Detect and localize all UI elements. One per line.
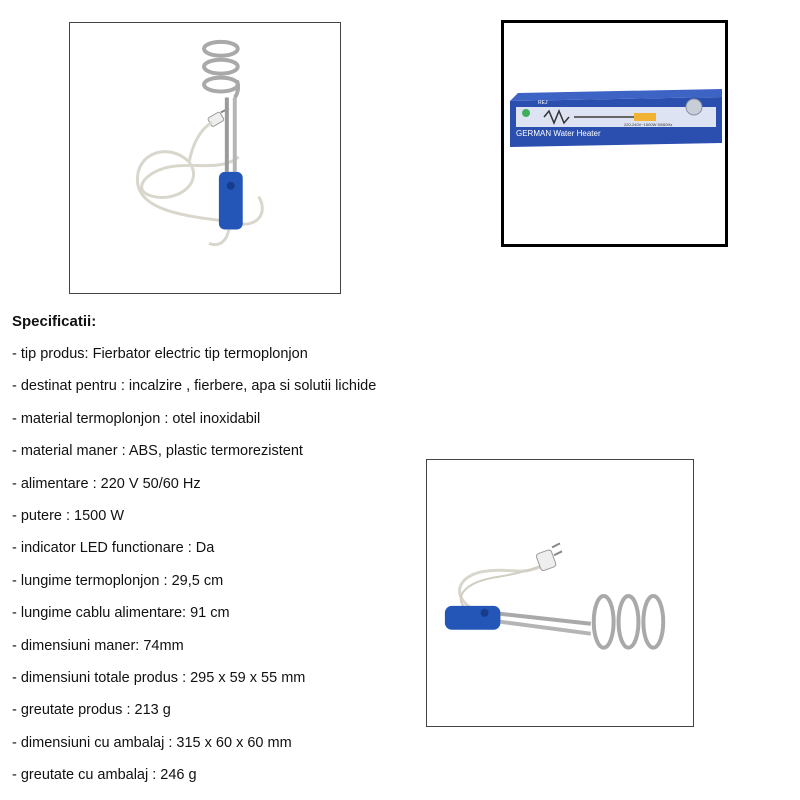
box-text: GERMAN Water Heater	[516, 129, 601, 138]
spec-item: - dimensiuni maner: 74mm	[12, 637, 184, 654]
immersion-heater-horizontal-image	[427, 460, 693, 726]
spec-item: - greutate cu ambalaj : 246 g	[12, 767, 197, 784]
product-packaging-photo	[501, 20, 728, 247]
specifications-list	[12, 345, 376, 798]
spec-item: - material maner : ABS, plastic termorezistent	[12, 443, 303, 460]
spec-item: - tip produs: Fierbator electric tip termoplonjon	[12, 346, 308, 362]
product-photo-horizontal	[426, 459, 694, 727]
immersion-heater-vertical-image	[70, 23, 340, 293]
spec-item: - dimensiuni cu ambalaj : 315 x 60 x 60 mm	[12, 734, 292, 751]
spec-item: - greutate produs : 213 g	[12, 702, 171, 719]
spec-item: - lungime cablu alimentare: 91 cm	[12, 605, 230, 622]
spec-item: - dimensiuni totale produs : 295 x 59 x 55 mm	[12, 669, 306, 686]
spec-item: - lungime termoplonjon : 29,5 cm	[12, 572, 224, 589]
spec-item: - alimentare : 220 V 50/60 Hz	[12, 475, 201, 492]
product-photo-vertical	[69, 22, 341, 294]
spec-item: - putere : 1500 W	[12, 507, 125, 524]
spec-item: - indicator LED functionare : Da	[12, 540, 215, 557]
box-small-label: 220-240V~1500W 50/60Hz	[624, 122, 673, 127]
spec-item: - destinat pentru : incalzire , fierbere, apa si solutii lichide	[12, 378, 377, 395]
packaging-box-image	[504, 23, 725, 244]
specifications-title: Specificatii:	[12, 313, 97, 330]
svg-text:REJ: REJ	[538, 100, 548, 106]
spec-item: - material termoplonjon : otel inoxidabil	[12, 410, 261, 427]
